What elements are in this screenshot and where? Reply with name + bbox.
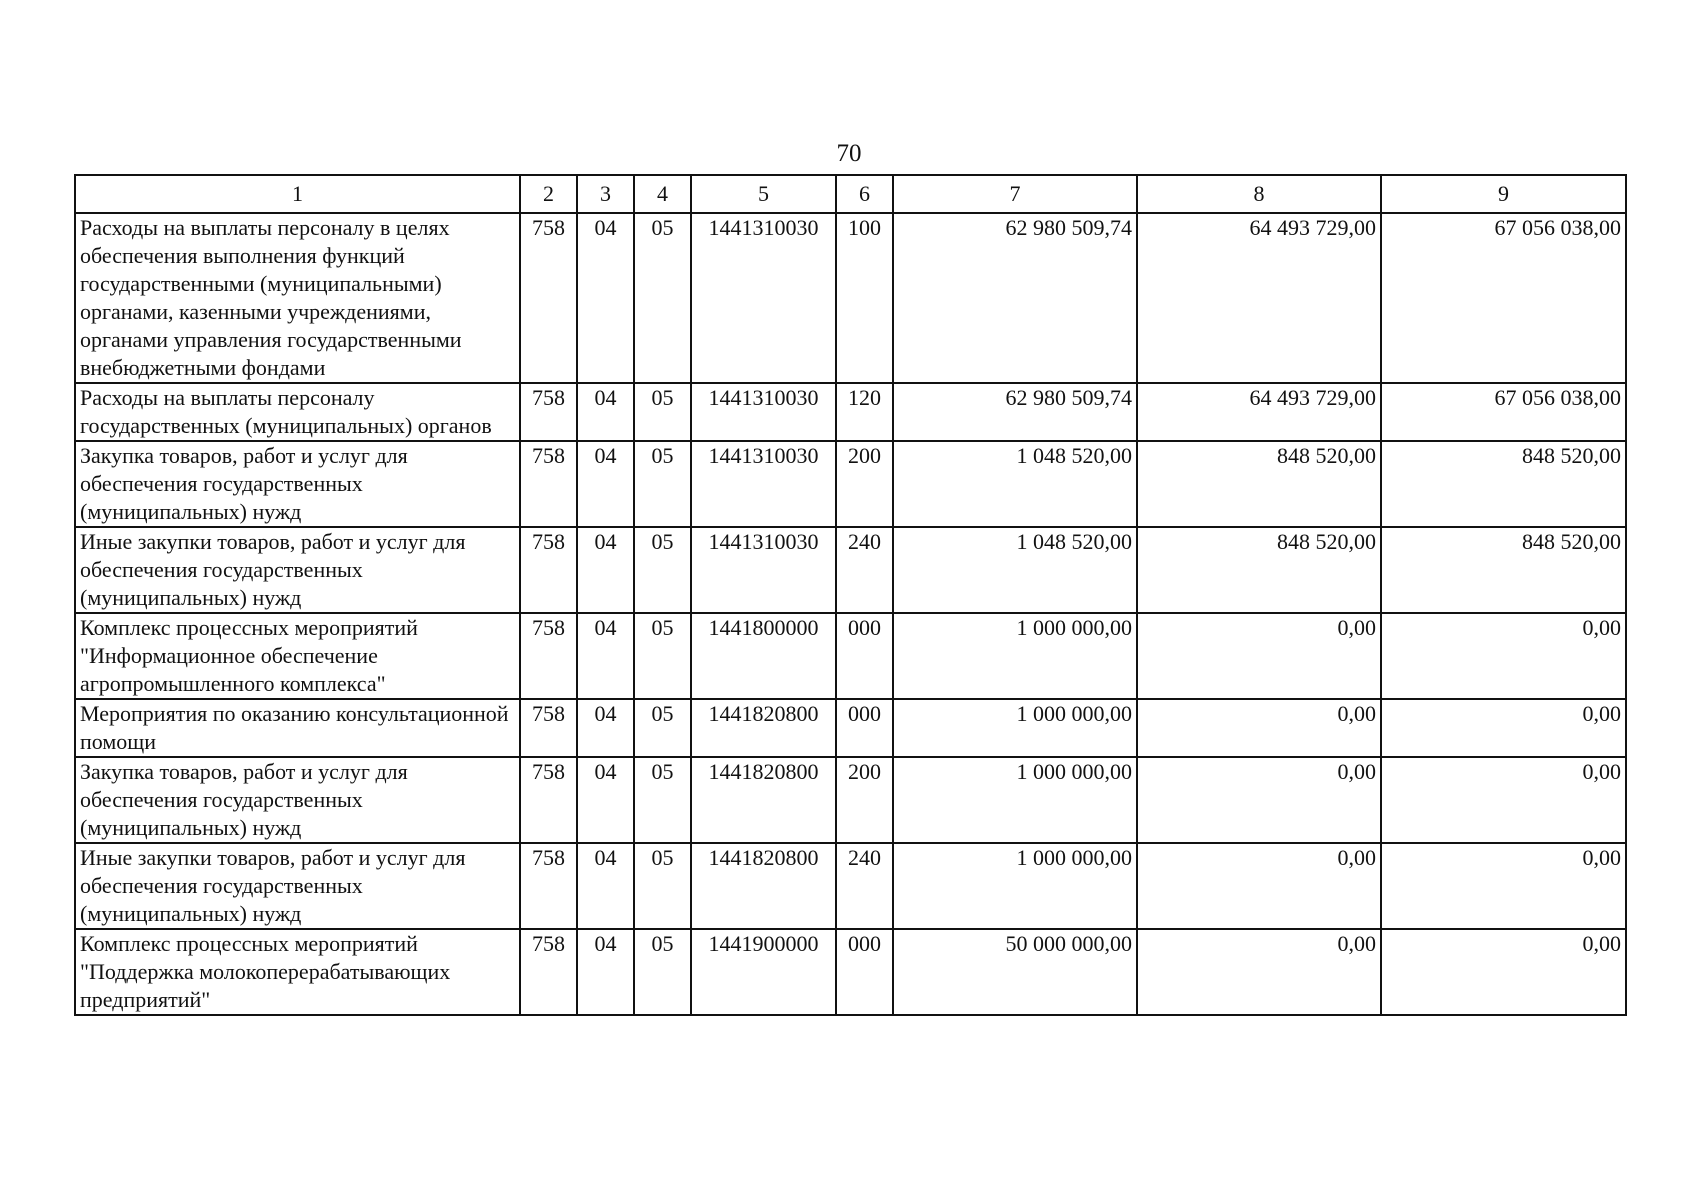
row-amount-col9: 0,00: [1381, 613, 1626, 699]
row-subsection-code: 05: [634, 383, 691, 441]
row-expense-type: 000: [836, 699, 893, 757]
row-section-code: 04: [577, 441, 634, 527]
table-row: [75, 383, 1626, 441]
row-ministry-code: 758: [520, 383, 577, 441]
row-description: Закупка товаров, работ и услуг для обеспечения государственных (муниципальных) нужд: [75, 441, 520, 527]
row-amount-col8: 64 493 729,00: [1137, 213, 1381, 383]
row-amount-col8: 0,00: [1137, 699, 1381, 757]
row-target-article: 1441310030: [691, 213, 836, 383]
header-col-3: 3: [577, 175, 634, 213]
row-amount-col8: 0,00: [1137, 613, 1381, 699]
row-description: Иные закупки товаров, работ и услуг для обеспечения государственных (муниципальных) нужд: [75, 843, 520, 929]
row-ministry-code: 758: [520, 843, 577, 929]
row-subsection-code: 05: [634, 757, 691, 843]
header-col-6: 6: [836, 175, 893, 213]
table-row: [75, 929, 1626, 1015]
row-expense-type: 000: [836, 929, 893, 1015]
row-amount-col9: 0,00: [1381, 757, 1626, 843]
row-expense-type: 100: [836, 213, 893, 383]
row-target-article: 1441820800: [691, 699, 836, 757]
row-subsection-code: 05: [634, 441, 691, 527]
row-target-article: 1441820800: [691, 843, 836, 929]
row-amount-col7: 62 980 509,74: [893, 383, 1137, 441]
row-description: Комплекс процессных мероприятий "Информационное обеспечение агропромышленного комплекса": [75, 613, 520, 699]
table-row: [75, 213, 1626, 383]
row-target-article: 1441900000: [691, 929, 836, 1015]
row-subsection-code: 05: [634, 929, 691, 1015]
row-section-code: 04: [577, 757, 634, 843]
table-row: [75, 441, 1626, 527]
row-expense-type: 200: [836, 757, 893, 843]
header-col-5: 5: [691, 175, 836, 213]
header-row: [75, 175, 1626, 213]
row-amount-col9: 67 056 038,00: [1381, 383, 1626, 441]
row-target-article: 1441820800: [691, 757, 836, 843]
row-section-code: 04: [577, 929, 634, 1015]
table-row: [75, 613, 1626, 699]
row-target-article: 1441310030: [691, 441, 836, 527]
row-amount-col9: 0,00: [1381, 843, 1626, 929]
row-section-code: 04: [577, 383, 634, 441]
row-expense-type: 240: [836, 843, 893, 929]
row-subsection-code: 05: [634, 843, 691, 929]
row-amount-col9: 848 520,00: [1381, 527, 1626, 613]
row-amount-col7: 1 000 000,00: [893, 843, 1137, 929]
row-section-code: 04: [577, 843, 634, 929]
table-row: [75, 843, 1626, 929]
row-amount-col8: 848 520,00: [1137, 527, 1381, 613]
header-col-1: 1: [75, 175, 520, 213]
row-amount-col8: 0,00: [1137, 929, 1381, 1015]
row-amount-col7: 1 048 520,00: [893, 527, 1137, 613]
row-expense-type: 200: [836, 441, 893, 527]
row-section-code: 04: [577, 699, 634, 757]
header-col-9: 9: [1381, 175, 1626, 213]
row-ministry-code: 758: [520, 527, 577, 613]
header-col-8: 8: [1137, 175, 1381, 213]
row-target-article: 1441310030: [691, 527, 836, 613]
header-col-2: 2: [520, 175, 577, 213]
row-description: Расходы на выплаты персоналу в целях обеспечения выполнения функций государственными (муниципальными) органами, казенными учреждениями, органами управления государственными внебюджетными фондами: [75, 213, 520, 383]
row-ministry-code: 758: [520, 441, 577, 527]
row-amount-col8: 848 520,00: [1137, 441, 1381, 527]
table-row: [75, 527, 1626, 613]
row-amount-col7: 62 980 509,74: [893, 213, 1137, 383]
row-ministry-code: 758: [520, 757, 577, 843]
row-amount-col7: 1 048 520,00: [893, 441, 1137, 527]
row-description: Мероприятия по оказанию консультационной помощи: [75, 699, 520, 757]
row-ministry-code: 758: [520, 213, 577, 383]
row-target-article: 1441310030: [691, 383, 836, 441]
table-header: [75, 175, 1626, 213]
row-target-article: 1441800000: [691, 613, 836, 699]
row-expense-type: 240: [836, 527, 893, 613]
row-amount-col7: 1 000 000,00: [893, 757, 1137, 843]
row-amount-col8: 0,00: [1137, 843, 1381, 929]
row-amount-col9: 67 056 038,00: [1381, 213, 1626, 383]
row-expense-type: 120: [836, 383, 893, 441]
header-col-4: 4: [634, 175, 691, 213]
row-subsection-code: 05: [634, 699, 691, 757]
row-amount-col9: 0,00: [1381, 699, 1626, 757]
row-ministry-code: 758: [520, 613, 577, 699]
row-ministry-code: 758: [520, 929, 577, 1015]
row-amount-col7: 1 000 000,00: [893, 613, 1137, 699]
row-subsection-code: 05: [634, 527, 691, 613]
page-number: 70: [836, 140, 862, 167]
row-amount-col9: 848 520,00: [1381, 441, 1626, 527]
row-amount-col7: 1 000 000,00: [893, 699, 1137, 757]
header-col-7: 7: [893, 175, 1137, 213]
row-section-code: 04: [577, 527, 634, 613]
row-expense-type: 000: [836, 613, 893, 699]
row-description: Закупка товаров, работ и услуг для обеспечения государственных (муниципальных) нужд: [75, 757, 520, 843]
row-amount-col8: 0,00: [1137, 757, 1381, 843]
row-amount-col7: 50 000 000,00: [893, 929, 1137, 1015]
row-amount-col9: 0,00: [1381, 929, 1626, 1015]
row-description: Комплекс процессных мероприятий "Поддержка молокоперерабатывающих предприятий": [75, 929, 520, 1015]
budget-table: [74, 174, 1627, 1016]
row-description: Расходы на выплаты персоналу государственных (муниципальных) органов: [75, 383, 520, 441]
row-section-code: 04: [577, 213, 634, 383]
row-subsection-code: 05: [634, 213, 691, 383]
table-row: [75, 757, 1626, 843]
table-row: [75, 699, 1626, 757]
row-ministry-code: 758: [520, 699, 577, 757]
row-section-code: 04: [577, 613, 634, 699]
row-description: Иные закупки товаров, работ и услуг для обеспечения государственных (муниципальных) нужд: [75, 527, 520, 613]
row-amount-col8: 64 493 729,00: [1137, 383, 1381, 441]
row-subsection-code: 05: [634, 613, 691, 699]
